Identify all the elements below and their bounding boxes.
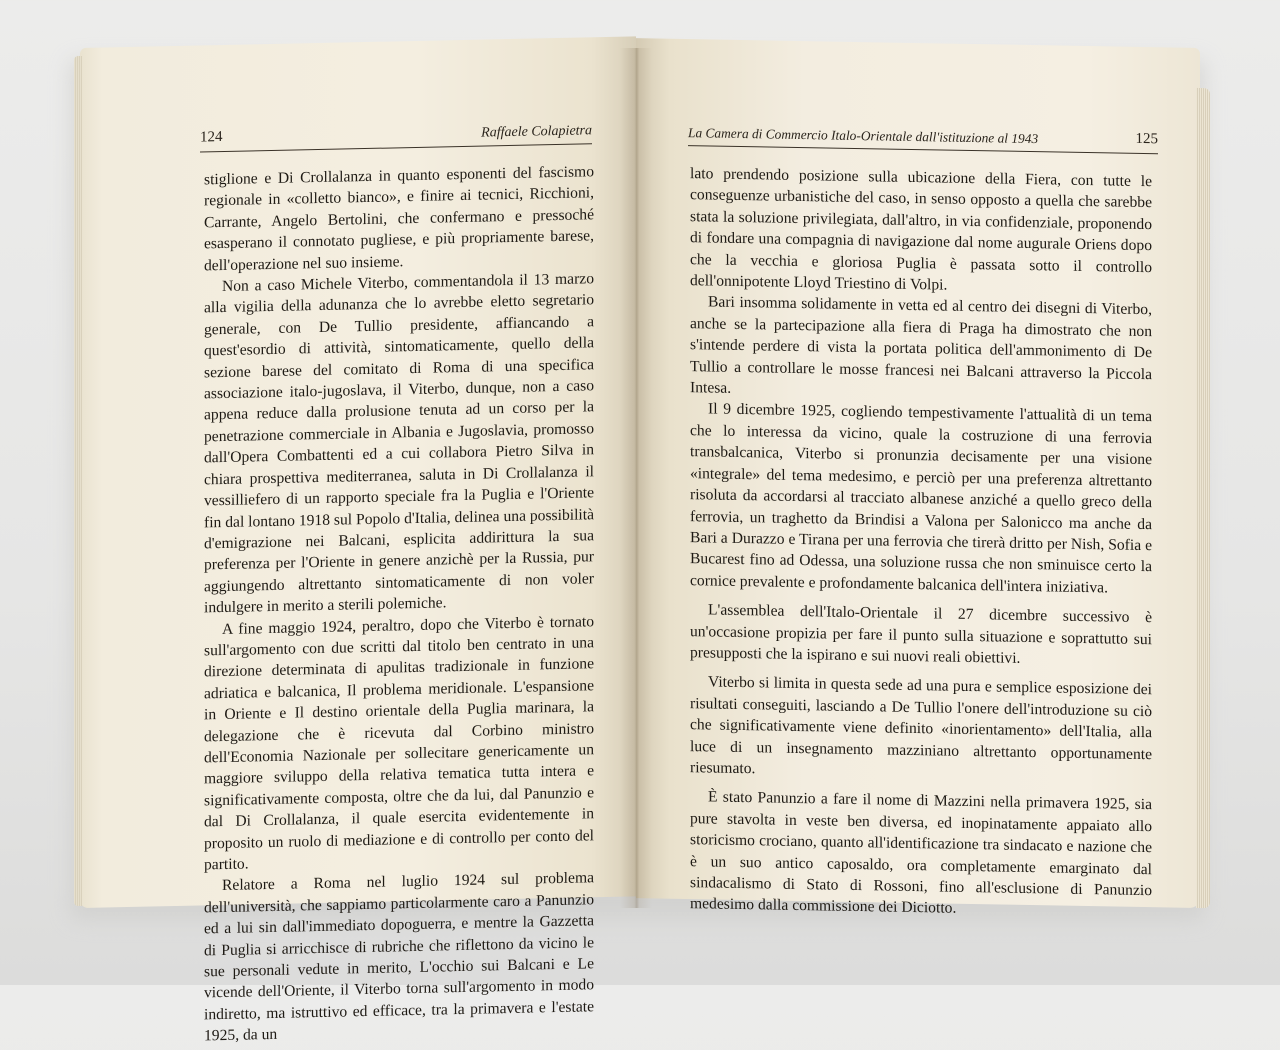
right-running-header [688,123,1158,148]
left-paragraph-3: A fine maggio 1924, peraltro, dopo che Viterbo è tornato sull'argomento con due scritti dal titolo ben centrato in una direzione determinata di apulitas tradizionale in funzione adriatica e balcanica, Il problema meridionale. L'espansione in Oriente e Il destino orientale della Puglia marinara, la delegazione che è ricevuta dal Corbino ministro dell'Economia Nazionale per sollecitare genericamente un maggiore sviluppo della relativa tematica tutta intera e significativamente composta, oltre che da lui, dal Panunzio e dal Di Crollalanza, il quale esercita evidentemente in proposito un ruolo di mediazione e di controllo per conto del partito. [204,612,594,874]
right-paragraph-4: L'assemblea dell'Italo-Orientale il 27 dicembre successivo è un'occasione propizia per fare il punto sulla situazione e soprattutto sui presupposti che la ispirano e sui nuovi reali obiettivi. [690,601,1152,667]
left-paragraph-4: Relatore a Roma nel luglio 1924 sul problema dell'università, che sappiamo particolarmente caro a Panunzio ed a lui sin dall'immediato dopoguerra, e mentre la Gazzetta di Puglia si arricchisce di rubriche che riflettono da vicino le sue personali vedute in merito, L'occhio sui Balcani e Le vicende dell'Oriente, il Viterbo torna sull'argomento in modo indiretto, ma istruttivo ed efficace, tra la primavera e l'estate 1925, da un [204,869,594,1045]
left-page-number: 124 [200,129,223,146]
left-running-header [200,121,592,146]
right-paragraph-2: Bari insomma solidamente in vetta ed al centro dei disegni di Viterbo, anche se la partecipazione alla fiera di Praga ha dimostrato che non s'intende perdere di vista la portata politica dell'ammonimento di De Tullio a controllare le mosse francesi nei Balcani attraverso la Piccola Intesa. [690,293,1152,397]
page-stack-right [1196,88,1210,908]
right-page [636,38,1200,918]
right-header-rule [688,145,1158,154]
left-paragraph-2: Non a caso Michele Viterbo, commentandola il 13 marzo alla vigilia della adunanza che lo avrebbe eletto segretario generale, con De Tullio presidente, affiancando a quest'esordio di attività, sintomaticamente, quello della sezione barese del comitato di Roma di una specifica associazione italo-jugoslava, il Viterbo, dunque, non a caso appena reduce dalla prolusione tenuta ad un corso per la penetrazione commerciale in Albania e Jugoslavia, promosso dall'Opera Combattenti ed a cui collabora Pietro Silva in chiara prospettiva mediterranea, saluta in Di Crollalanza il vessilliefero di un rapporto speciale fra la Puglia e l'Oriente fin dal lontano 1918 sul Popolo d'Italia, delinea una possibilità d'emigrazione nei Balcani, esplicita addirittura la sua preferenza per l'Oriente in genere anzichè per la Russia, pur aggiungendo altrettanto sintomaticamente di non voler indulgere in merito a sterili polemiche. [204,270,594,617]
page-stack-left [74,56,82,906]
right-paragraph-1: lato prendendo posizione sulla ubicazione della Fiera, con tutte le conseguenze urbanistiche del caso, in senso opposto a quella che sarebbe stata la soluzione privilegiata, dall'altro, in via confidenziale, proponendo di fondare una compagnia di navigazione dal nome augurale Oriens dopo che la vecchia e gloriosa Puglia è passata sotto il controllo dell'onnipotente Lloyd Triestino di Volpi. [690,165,1152,294]
right-running-head: La Camera di Commercio Italo-Orientale dall'istituzione al 1943 [688,125,1039,147]
left-body-text [204,161,594,1047]
right-page-number: 125 [1135,130,1158,148]
left-header-rule [200,143,592,152]
right-paragraph-5: Viterbo si limita in questa sede ad una pura e semplice esposizione dei risultati conseguiti, lasciando a De Tullio l'onere dell'introduzione su ciò che significativamente viene definito «inorientamento» dell'Italia, alla luce di un insegnamento mazziniano altrettanto opportunamente riesumato. [690,673,1152,778]
open-book [80,48,1200,1045]
left-running-head: Raffaele Colapietra [481,123,592,141]
right-body-text [690,163,1152,923]
left-paragraph-1: stiglione e Di Crollalanza in quanto esponenti del fascismo regionale in «colletto bianco», e finire ai tecnici, Ricchioni, Carrante, Angelo Bertolini, che confermano e pressoché esasperano il connotato pugliese, e più propriamente barese, dell'operazione nel suo insieme. [204,163,594,275]
right-paragraph-6: È stato Panunzio a fare il nome di Mazzini nella primavera 1925, sia pure stavolta in veste ben diversa, ed inopinatamente appaiato allo storicismo crociano, quanto all'identificazione tra sindacato e nazione che è un suo antico caposaldo, ora completamente emarginato dal sindacalismo di Stato di Rossoni, fino all'esclusione di Panunzio medesimo dalla commissione dei Diciotto. [690,788,1152,918]
right-paragraph-3: Il 9 dicembre 1925, cogliendo tempestivamente l'attualità di un tema che lo interessa da vicino, quale la costruzione di una ferrovia transbalcanica, Viterbo si pronunzia decisamente per una visione «integrale» del tema medesimo, e perciò per una preferenza altrettanto risoluta da accordarsi al tracciato albanese anziché a quello greco della ferrovia, un traghetto da Brindisi a Valona per Salonicco ma anche da Bari a Durazzo e Tirana per una ferrovia che tirerà dritto per Nish, Sofia e Bucarest fino ad Odessa, una soluzione russa che non sminuisce certo la cornice prevalente e profondamente balcanica dell'intera iniziativa. [690,400,1152,597]
left-page [80,36,636,1045]
